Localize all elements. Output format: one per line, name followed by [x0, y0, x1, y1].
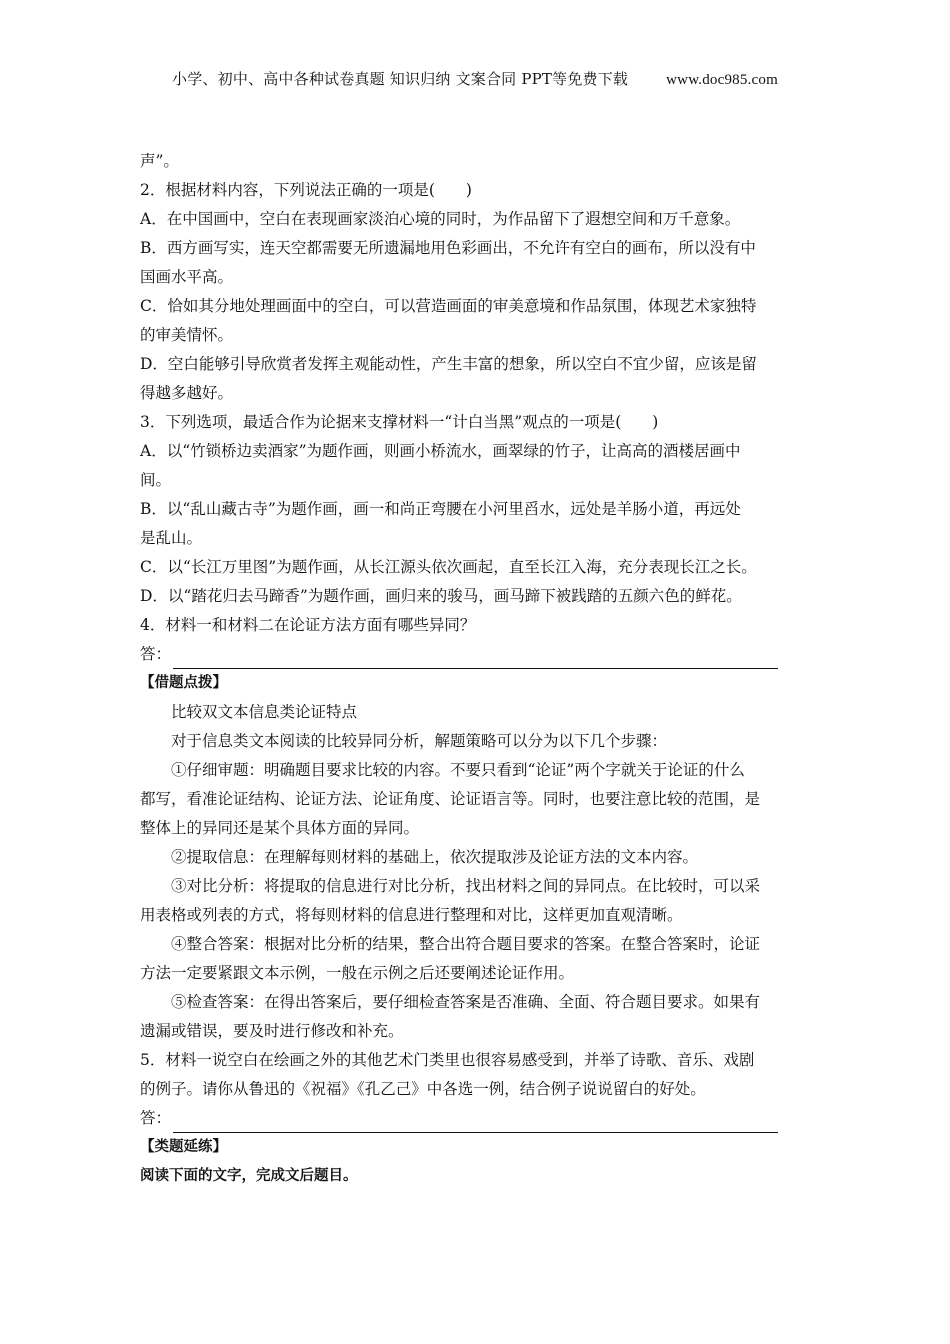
question-4-stem: 4．材料一和材料二在论证方法方面有哪些异同？ — [140, 616, 476, 634]
tips-step-1-line3: 整体上的异同还是某个具体方面的异同。 — [140, 819, 420, 837]
question-3-option-c: C．以“长江万里图”为题作画，从长江源头依次画起，直至长江入海，充分表现长江之长。 — [140, 558, 757, 576]
question-2-stem: 2．根据材料内容，下列说法正确的一项是( ) — [140, 181, 472, 199]
question-2-option-c-line1: C．恰如其分地处理画面中的空白，可以营造画面的审美意境和作品氛围，体现艺术家独特 — [140, 297, 757, 315]
tips-title: 比较双文本信息类论证特点 — [171, 703, 358, 721]
tips-heading: 【借题点拨】 — [140, 675, 227, 691]
answer-label: 答： — [140, 645, 172, 663]
question-5-stem-line2: 的例子。请你从鲁迅的《祝福》《孔乙己》中各选一例，结合例子说说留白的好处。 — [140, 1080, 706, 1098]
tips-step-1-line2: 都写，看准论证结构、论证方法、论证角度、论证语言等。同时，也要注意比较的范围，是 — [140, 790, 761, 808]
tips-step-1-line1: ①仔细审题：明确题目要求比较的内容。不要只看到“论证”两个字就关于论证的什么 — [171, 761, 745, 779]
question-3-option-b-line2: 是乱山。 — [140, 529, 203, 547]
answer-label: 答： — [140, 1109, 172, 1127]
question-3-option-b-line1: B．以“乱山藏古寺”为题作画，画一和尚正弯腰在小河里舀水，远处是羊肠小道，再远处 — [140, 500, 741, 518]
q1-tail-text: 声”。 — [140, 152, 179, 170]
tips-step-4-line1: ④整合答案：根据对比分析的结果，整合出符合题目要求的答案。在整合答案时，论证 — [171, 935, 761, 953]
question-2-option-d-line1: D．空白能够引导欣赏者发挥主观能动性，产生丰富的想象，所以空白不宜少留，应该是留 — [140, 355, 757, 373]
practice-instruction: 阅读下面的文字，完成文后题目。 — [140, 1168, 358, 1184]
tips-step-5-line2: 遗漏或错误，要及时进行修改和补充。 — [140, 1022, 404, 1040]
document-body — [140, 147, 812, 1191]
question-3-option-a-line1: A．以“竹锁桥边卖酒家”为题作画，则画小桥流水，画翠绿的竹子，让高高的酒楼居画中 — [140, 442, 741, 460]
question-4-answer-row — [140, 640, 812, 669]
tips-step-2: ②提取信息：在理解每则材料的基础上，依次提取涉及论证方法的文本内容。 — [171, 848, 699, 866]
tips-step-4-line2: 方法一定要紧跟文本示例，一般在示例之后还要阐述论证作用。 — [140, 964, 575, 982]
question-5-answer-blank[interactable] — [173, 1114, 778, 1133]
question-2-option-b-line2: 国画水平高。 — [140, 268, 234, 286]
question-5-stem-line1: 5．材料一说空白在绘画之外的其他艺术门类里也很容易感受到，并举了诗歌、音乐、戏剧 — [140, 1051, 755, 1069]
question-2-option-d-line2: 得越多越好。 — [140, 384, 234, 402]
header-site-url[interactable]: www.doc985.com — [666, 72, 778, 88]
tips-step-3-line2: 用表格或列表的方式，将每则材料的信息进行整理和对比，这样更加直观清晰。 — [140, 906, 683, 924]
tips-step-5-line1: ⑤检查答案：在得出答案后，要仔细检查答案是否准确、全面、符合题目要求。如果有 — [171, 993, 761, 1011]
question-3-option-d: D．以“踏花归去马蹄香”为题作画，画归来的骏马，画马蹄下被践踏的五颜六色的鲜花。 — [140, 587, 742, 605]
question-2-option-b-line1: B．西方画写实，连天空都需要无所遗漏地用色彩画出，不允许有空白的画布，所以没有中 — [140, 239, 756, 257]
question-5-answer-row — [140, 1104, 812, 1133]
practice-heading: 【类题延练】 — [140, 1139, 227, 1155]
question-2-option-c-line2: 的审美情怀。 — [140, 326, 234, 344]
question-3-stem: 3．下列选项，最适合作为论据来支撑材料一“计白当黑”观点的一项是( ) — [140, 413, 659, 431]
header-tagline: 小学、初中、高中各种试卷真题 知识归纳 文案合同 PPT等免费下载 — [172, 70, 629, 88]
page-header — [0, 68, 950, 89]
question-3-option-a-line2: 间。 — [140, 471, 172, 489]
question-2-option-a: A．在中国画中，空白在表现画家淡泊心境的同时，为作品留下了遐想空间和万千意象。 — [140, 210, 741, 228]
tips-intro: 对于信息类文本阅读的比较异同分析，解题策略可以分为以下几个步骤： — [171, 732, 668, 750]
question-4-answer-blank[interactable] — [173, 650, 778, 669]
tips-step-3-line1: ③对比分析：将提取的信息进行对比分析，找出材料之间的异同点。在比较时，可以采 — [171, 877, 761, 895]
